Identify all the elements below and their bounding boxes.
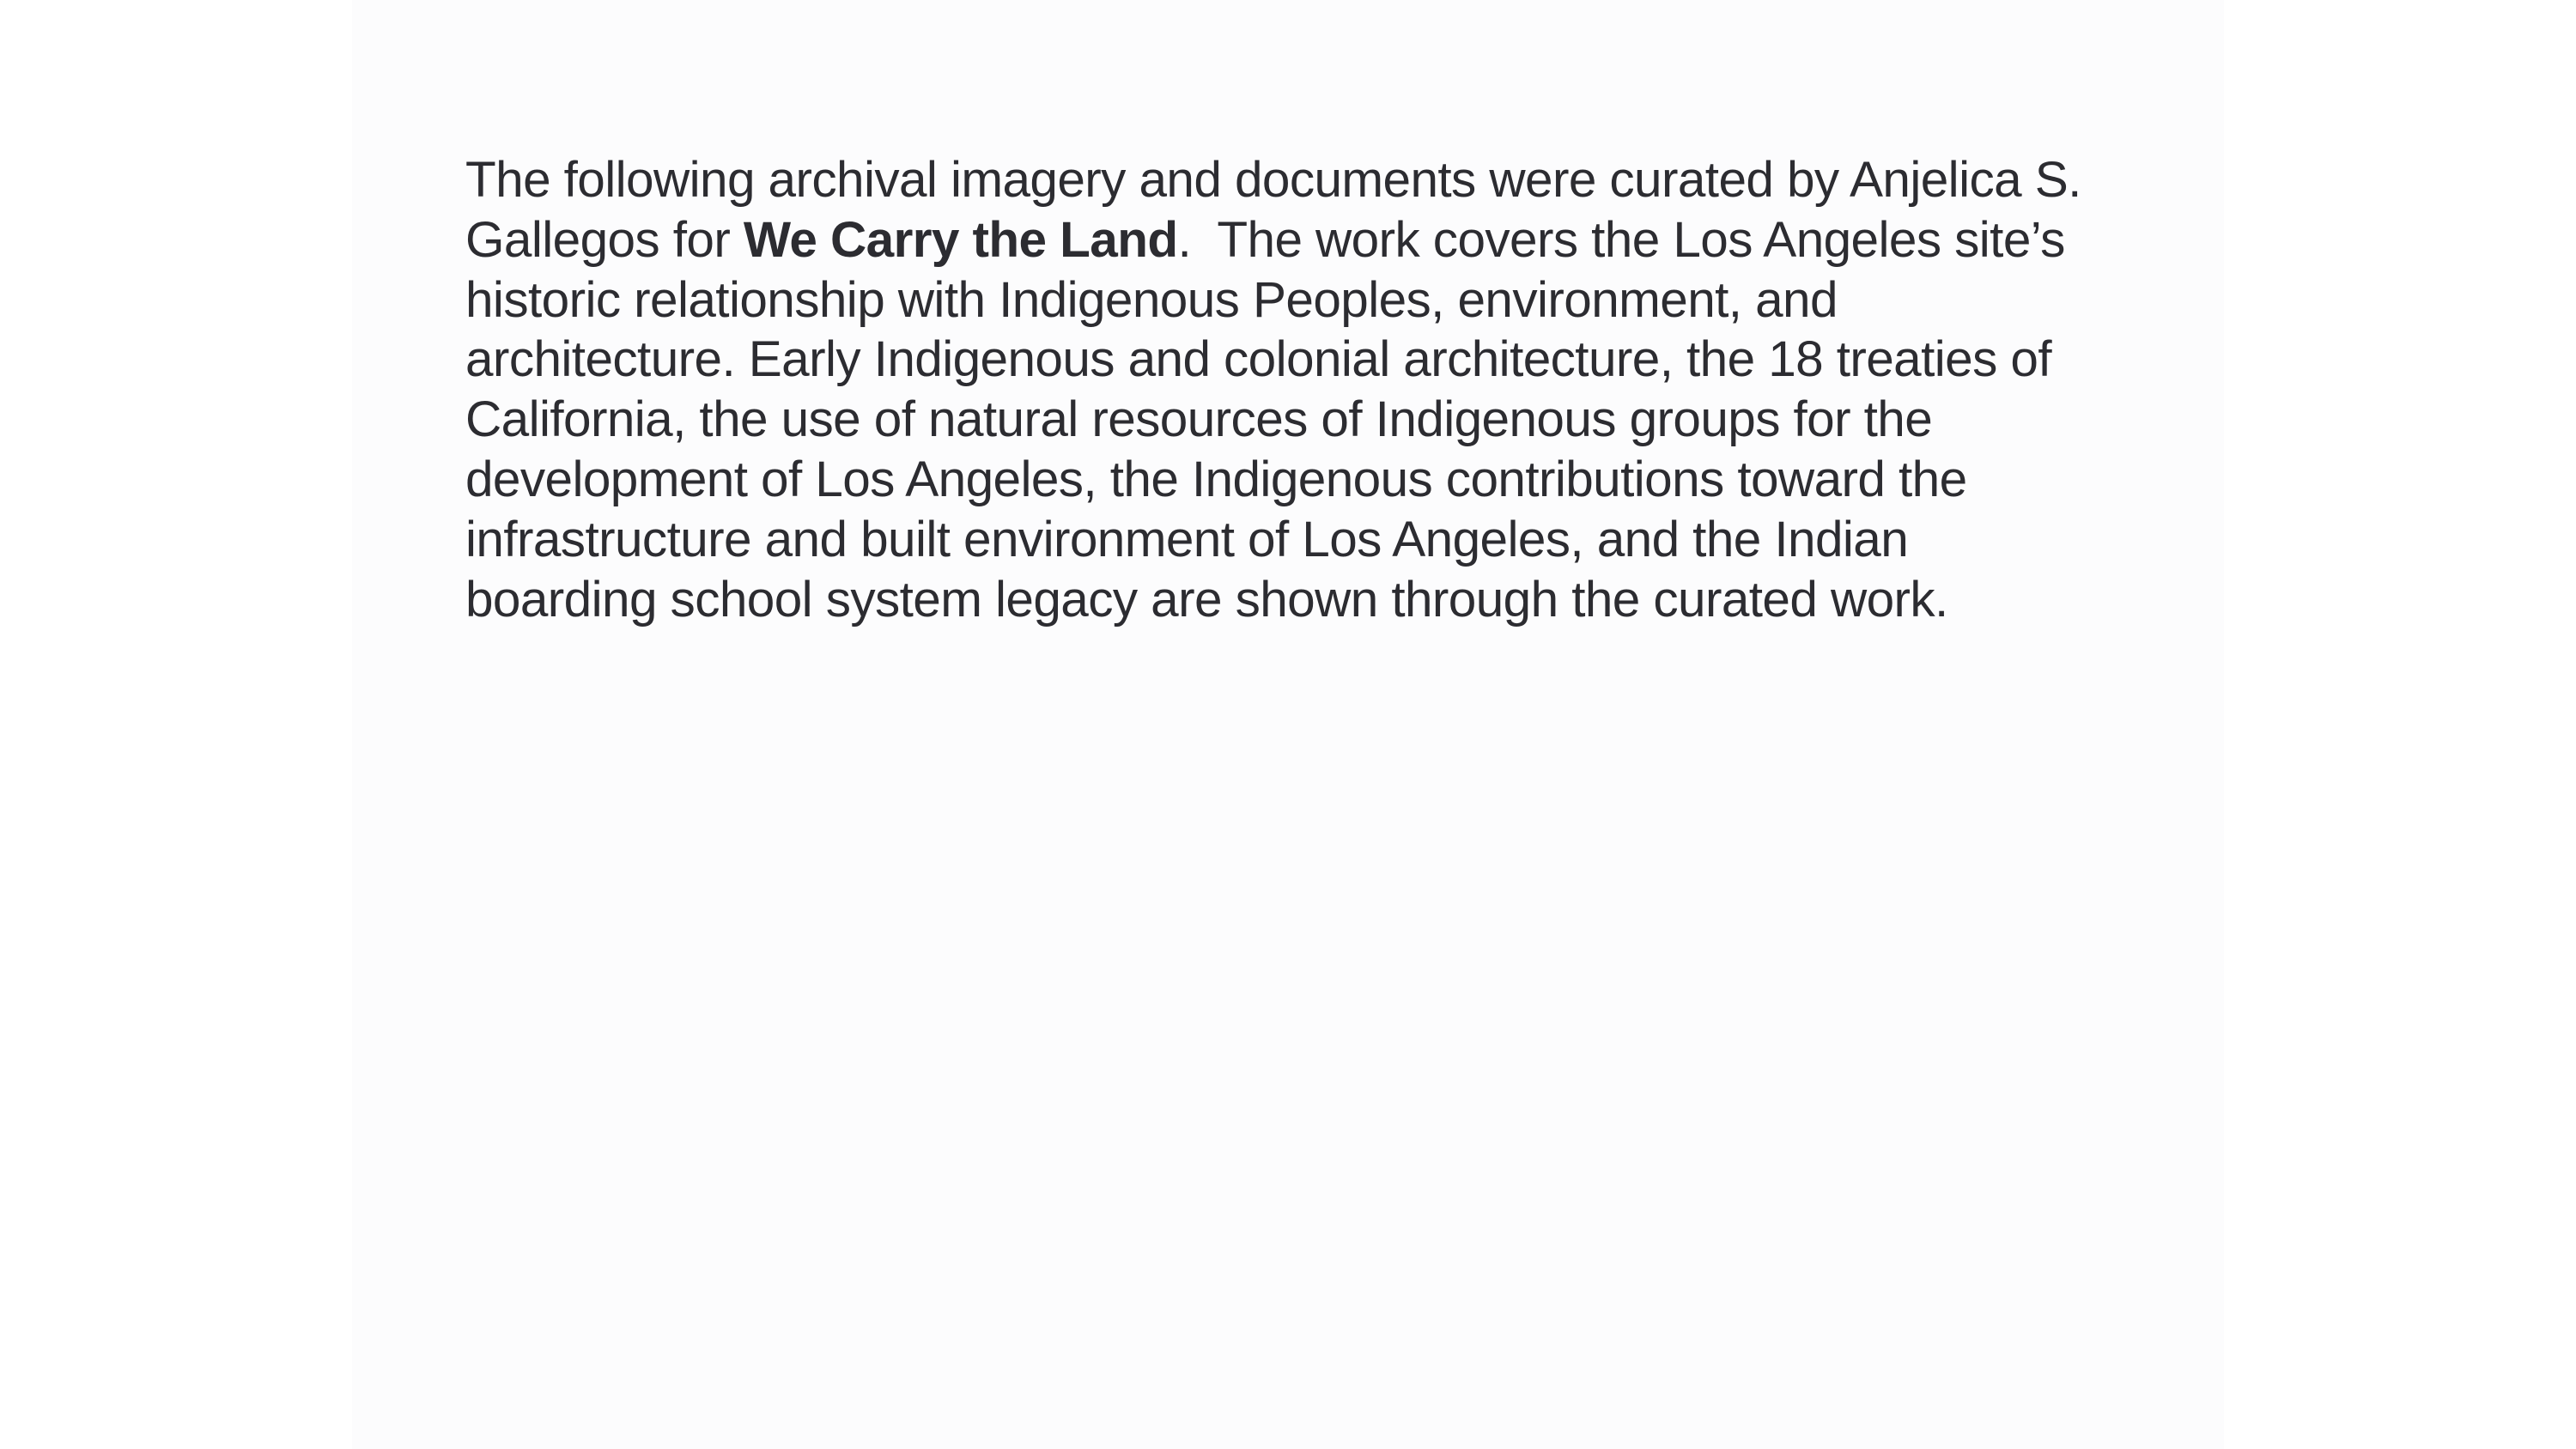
statement-line-2-end: . The work covers the Los Angeles site’s: [1177, 211, 2065, 268]
statement-line-7: infrastructure and built environment of Los Angeles, and the Indian: [465, 511, 1909, 567]
statement-line-4: architecture. Early Indigenous and colonial architecture, the 18 treaties of: [465, 331, 2051, 388]
statement-line-1: The following archival imagery and documents were curated by Anjelica S.: [465, 152, 2081, 208]
statement-line-5: California, the use of natural resources of Indigenous groups for the: [465, 391, 1933, 448]
statement-line-8: boarding school system legacy are shown through the curated work.: [465, 571, 1948, 627]
statement-line-2-start: Gallegos for: [465, 211, 744, 268]
work-title: We Carry the Land: [743, 211, 1178, 268]
statement-line-2: [465, 210, 2234, 270]
statement-line-3: historic relationship with Indigenous Peoples, environment, and: [465, 271, 1838, 328]
curatorial-statement: [465, 150, 2234, 629]
statement-line-6: development of Los Angeles, the Indigenous contributions toward the: [465, 451, 1967, 507]
